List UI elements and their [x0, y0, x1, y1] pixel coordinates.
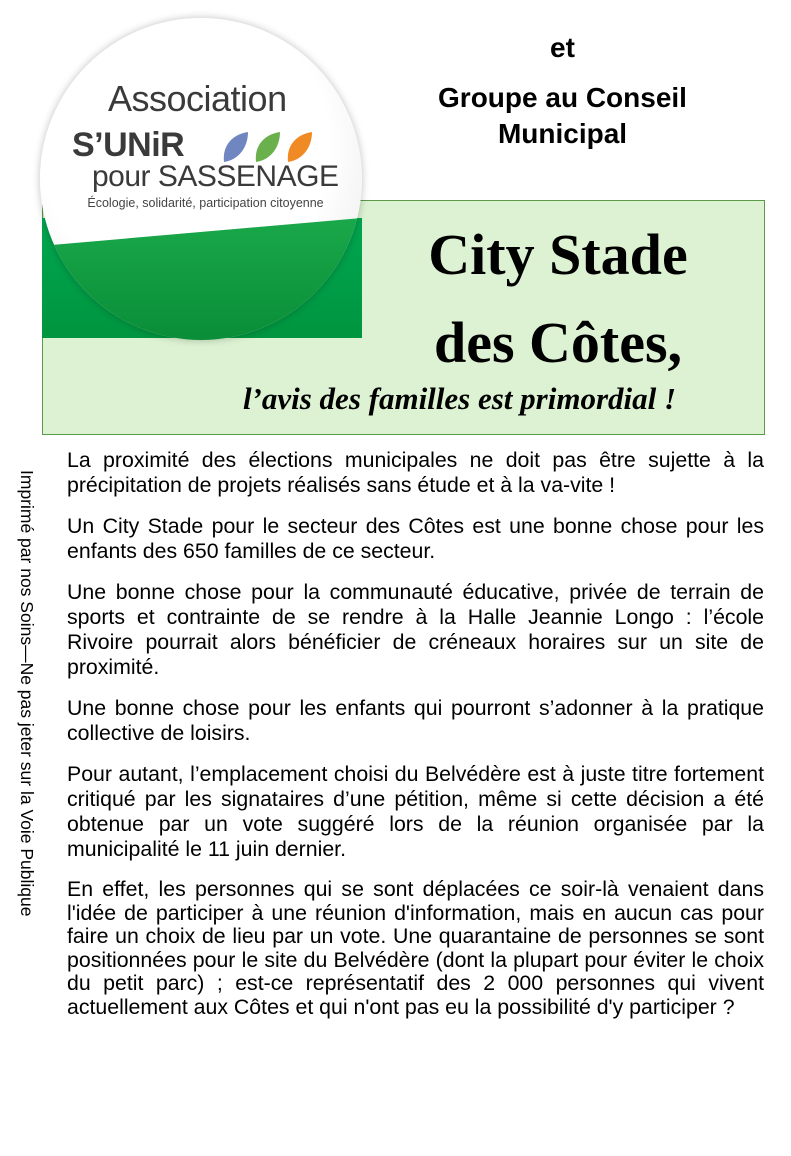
- title-line-1: City Stade: [428, 222, 688, 287]
- paragraph-2: Un City Stade pour le secteur des Côtes est une bonne chose pour les enfants des 650 familles de ce secteur.: [67, 514, 764, 563]
- logo-circle-green: [40, 218, 362, 340]
- leaves-icon: [218, 128, 318, 164]
- page-subtitle: l’avis des familles est primordial !: [242, 381, 677, 416]
- paragraph-3: Une bonne chose pour la communauté éducative, privée de terrain de sports et contrainte de se rendre à la Halle Jeannie Longo : l’école Rivoire pourrait alors bénéficier de créneaux horaires sur un site de proximité.: [67, 580, 764, 679]
- header-right: [380, 30, 745, 152]
- paragraph-5: Pour autant, l’emplacement choisi du Belvédère est à juste titre fortement critiqué par les signataires d’une pétition, même si cette décision a été obtenue par un vote suggéré lors de la réunion organisée par la municipalité le 11 juin dernier.: [67, 762, 764, 861]
- logo-line-pour-sassenage: pour SASSENAGE: [92, 160, 339, 193]
- paragraph-6: En effet, les personnes qui se sont déplacées ce soir-là venaient dans l'idée de participer à une réunion d'information, mais en aucun cas pour faire un choix de lieu par un vote. Une quarantaine de personnes se sont positionnées pour le site du Belvédère (dont la plupart pour éviter le choix du petit parc) ; est-ce représentatif des 2 000 personnes qui vivent actuellement aux Côtes et qui n'ont pas eu la possibilité d'y participer ?: [67, 877, 764, 1019]
- paragraph-1: La proximité des élections municipales ne doit pas être sujette à la précipitation de projets réalisés sans étude et à la va-vite !: [67, 448, 764, 497]
- logo-tagline: Écologie, solidarité, participation citoyenne: [87, 196, 324, 210]
- logo-line-sunir: S’UNiR: [72, 126, 185, 164]
- header-et: et: [550, 32, 575, 63]
- header-group: Groupe au Conseil Municipal: [438, 82, 687, 149]
- logo-line-association: Association: [108, 78, 287, 119]
- side-imprint-text: Imprimé par nos Soins—Ne pas jeter sur la Voie Publique: [17, 470, 37, 917]
- title-line-2: des Côtes,: [433, 310, 683, 375]
- association-logo: [40, 18, 362, 340]
- paragraph-4: Une bonne chose pour les enfants qui pourront s’adonner à la pratique collective de loisirs.: [67, 696, 764, 745]
- body-content: [67, 448, 764, 1035]
- page-title: [373, 211, 743, 387]
